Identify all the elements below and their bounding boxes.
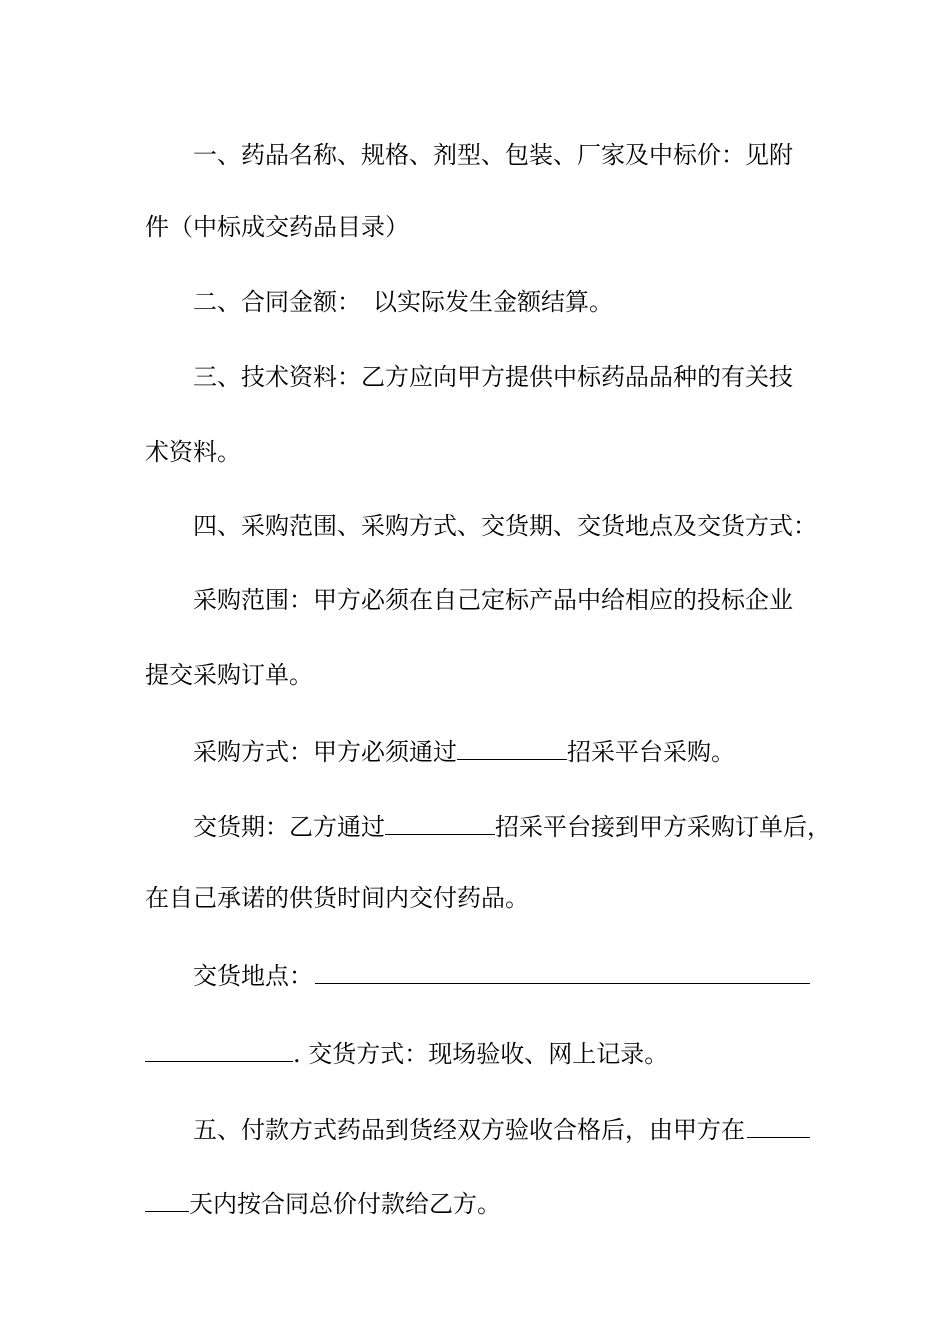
section4-heading: 四、采购范围、采购方式、交货期、交货地点及交货方式： <box>193 512 817 540</box>
delivery-line1 <box>193 804 831 844</box>
place-label: 交货地点： <box>193 962 313 990</box>
place-line2 <box>145 1031 810 1071</box>
delivery-prefix: 交货期：乙方通过 <box>193 813 385 841</box>
place-suffix: . 交货方式：现场验收、网上记录。 <box>293 1040 669 1068</box>
scope-line2: 提交采购订单。 <box>145 661 313 689</box>
section5-line1 <box>193 1107 810 1147</box>
payment-prefix: 五、付款方式药品到货经双方验收合格后，由甲方在 <box>193 1116 745 1144</box>
section1-line2: 件（中标成交药品目录） <box>145 213 409 241</box>
section1-line1: 一、药品名称、规格、剂型、包装、厂家及中标价：见附 <box>193 141 793 169</box>
method-blank[interactable] <box>457 729 567 760</box>
place-blank-1[interactable] <box>315 953 810 984</box>
section2-line1: 二、合同金额： 以实际发生金额结算。 <box>193 288 613 316</box>
method-suffix: 招采平台采购。 <box>567 738 735 766</box>
section5-line2 <box>145 1181 810 1221</box>
payment-suffix: 天内按合同总价付款给乙方。 <box>189 1190 501 1218</box>
method-line <box>193 729 810 769</box>
delivery-blank[interactable] <box>385 804 495 835</box>
delivery-suffix: 招采平台接到甲方采购订单后， <box>495 813 831 841</box>
scope-line1: 采购范围：甲方必须在自己定标产品中给相应的投标企业 <box>193 586 793 614</box>
place-line1 <box>193 953 810 993</box>
section3-line1: 三、技术资料：乙方应向甲方提供中标药品品种的有关技 <box>193 363 793 391</box>
method-prefix: 采购方式：甲方必须通过 <box>193 738 457 766</box>
payment-blank-1[interactable] <box>747 1107 810 1138</box>
payment-blank-2[interactable] <box>145 1181 189 1212</box>
delivery-line2: 在自己承诺的供货时间内交付药品。 <box>145 884 529 912</box>
section3-line2: 术资料。 <box>145 438 241 466</box>
place-blank-2[interactable] <box>145 1031 293 1062</box>
